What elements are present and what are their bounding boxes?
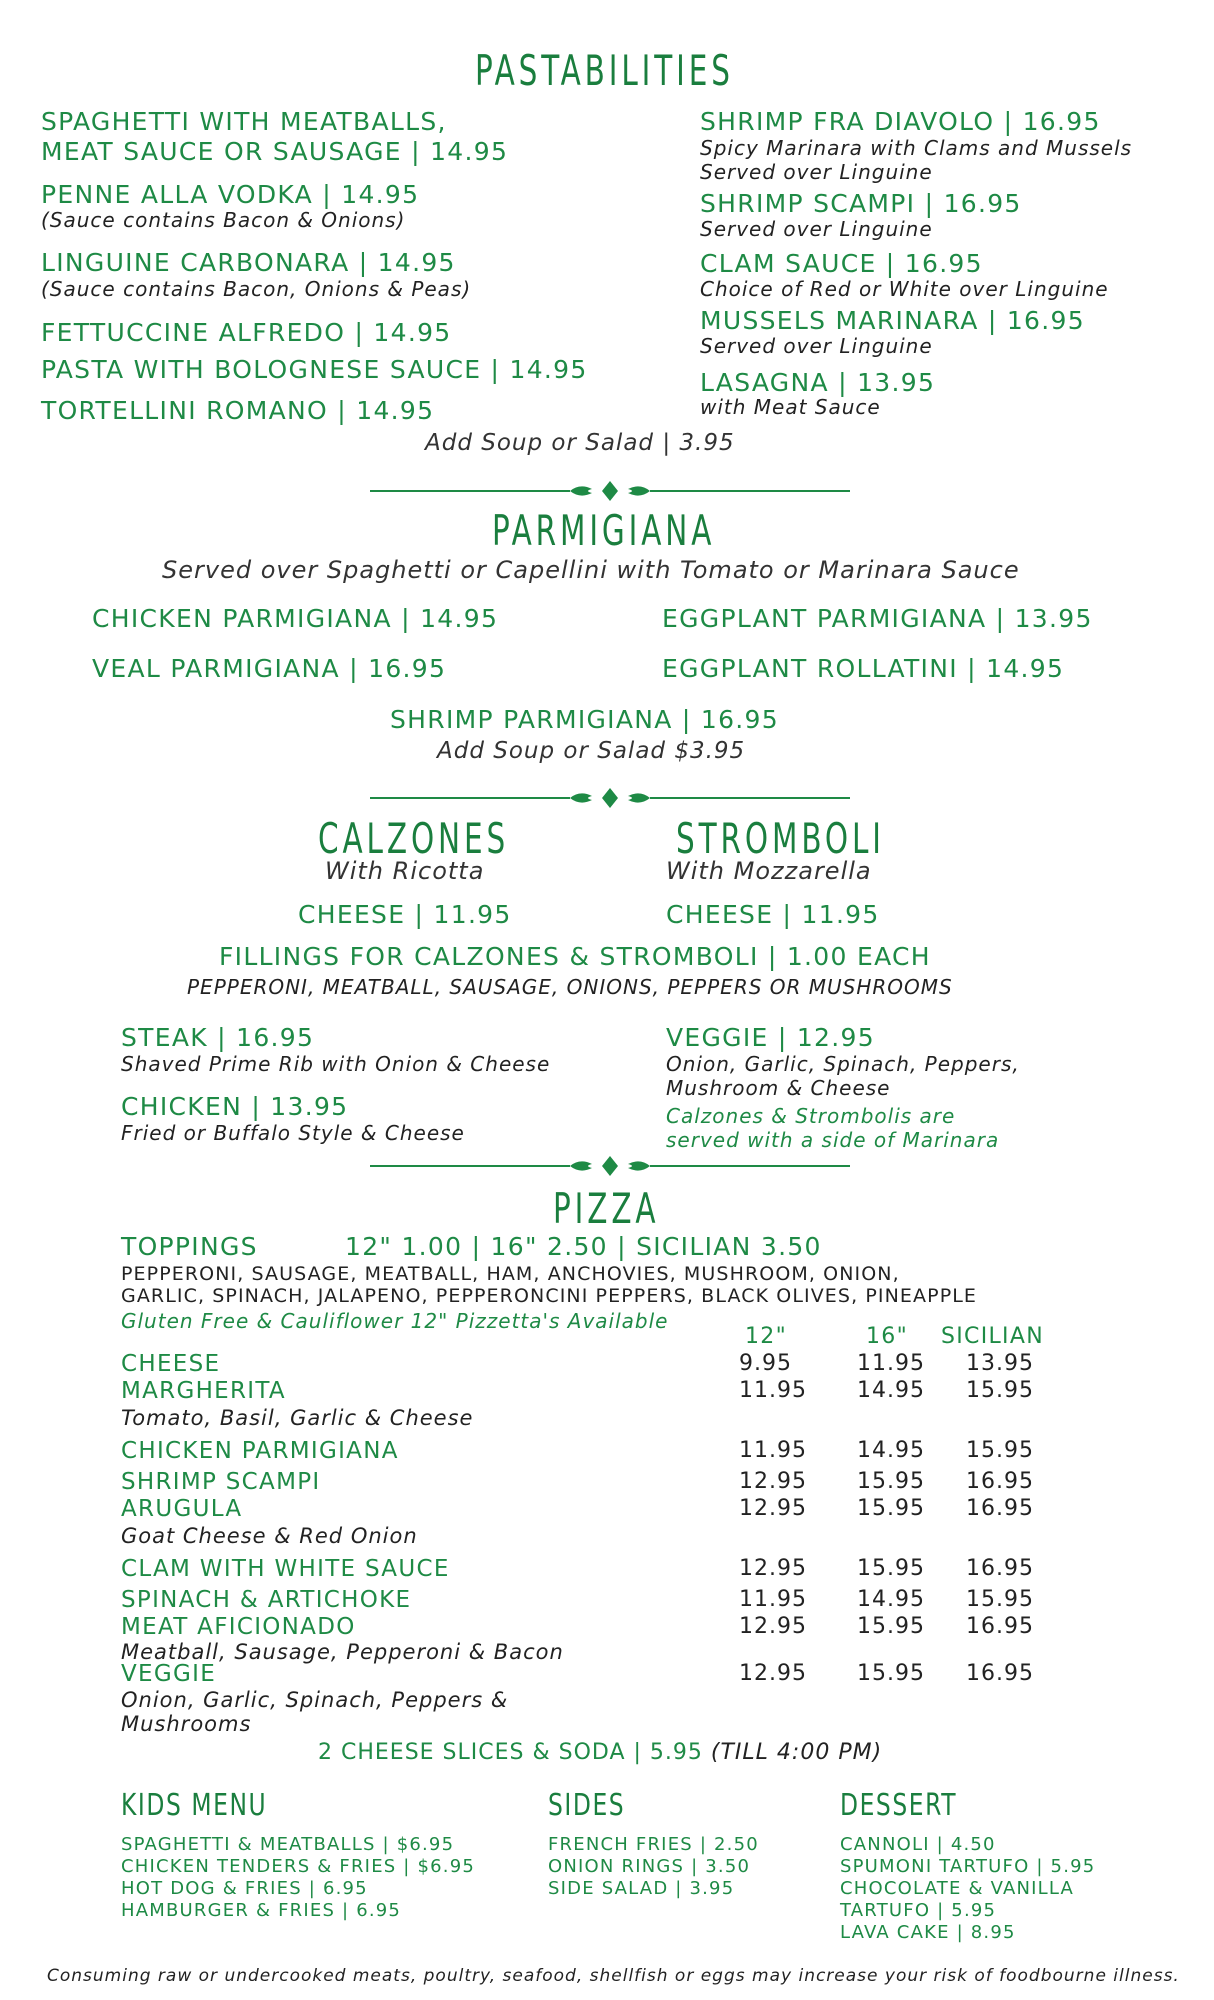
specialty-veggie-desc-2: Mushroom & Cheese <box>666 1076 891 1100</box>
pasta-desc-shrimp-scampi: Served over Linguine <box>700 217 933 241</box>
pasta-item-spaghetti: SPAGHETTI WITH MEATBALLS, <box>41 107 447 136</box>
pizza-row-spinach: SPINACH & ARTICHOKE <box>121 1587 412 1613</box>
pizza-header-sicilian: SICILIAN <box>941 1324 1044 1349</box>
pizza-price-chicken-parm-16: 14.95 <box>857 1438 925 1463</box>
pasta-item-spaghetti-2: MEAT SAUCE OR SAUSAGE | 14.95 <box>41 137 509 166</box>
parm-item-eggplant: EGGPLANT PARMIGIANA | 13.95 <box>662 604 1093 633</box>
calzones-cheese: CHEESE | 11.95 <box>298 900 512 929</box>
pizza-toppings-prices: 12" 1.00 | 16" 2.50 | SICILIAN 3.50 <box>345 1232 822 1261</box>
parm-item-shrimp: SHRIMP PARMIGIANA | 16.95 <box>390 705 779 734</box>
pizza-row-clam: CLAM WITH WHITE SAUCE <box>121 1556 450 1582</box>
parm-item-chicken: CHICKEN PARMIGIANA | 14.95 <box>92 604 499 633</box>
kids-item-3: HOT DOG & FRIES | 6.95 <box>121 1878 368 1899</box>
pizza-price-cheese-16: 11.95 <box>857 1351 925 1376</box>
pizza-price-meat-sicilian: 16.95 <box>966 1614 1034 1639</box>
dessert-item-5: LAVA CAKE | 8.95 <box>840 1922 1016 1943</box>
pasta-desc-penne: (Sauce contains Bacon & Onions) <box>41 208 406 232</box>
parm-item-rollatini: EGGPLANT ROLLATINI | 14.95 <box>662 654 1065 683</box>
pizza-title: PIZZA <box>553 1184 660 1233</box>
pizza-row-shrimp-scampi: SHRIMP SCAMPI <box>121 1469 321 1495</box>
parmigiana-title: PARMIGIANA <box>492 506 716 555</box>
pasta-item-clam-sauce: CLAM SAUCE | 16.95 <box>700 249 983 278</box>
pizza-row-meat: MEAT AFICIONADO <box>121 1614 356 1640</box>
pizza-price-spinach-12: 11.95 <box>739 1587 807 1612</box>
pizza-price-arugula-12: 12.95 <box>739 1496 807 1521</box>
pizza-price-margherita-sicilian: 15.95 <box>966 1378 1034 1403</box>
sides-item-3: SIDE SALAD | 3.95 <box>548 1878 735 1899</box>
stromboli-cheese: CHEESE | 11.95 <box>666 900 880 929</box>
pizza-row-veggie: VEGGIE <box>121 1661 217 1687</box>
pasta-item-bolognese: PASTA WITH BOLOGNESE SAUCE | 14.95 <box>41 355 588 384</box>
ornament-divider-1 <box>370 479 850 503</box>
pizza-price-meat-16: 15.95 <box>857 1614 925 1639</box>
pasta-item-tortellini: TORTELLINI ROMANO | 14.95 <box>41 396 435 425</box>
calzones-title: CALZONES <box>318 814 510 863</box>
footer-disclaimer: Consuming raw or undercooked meats, poultry, seafood, shellfish or eggs may increase your risk of foodbourne illness. <box>47 1966 1180 1986</box>
pizza-price-shrimp-scampi-16: 15.95 <box>857 1469 925 1494</box>
fillings-list: PEPPERONI, MEATBALL, SAUSAGE, ONIONS, PEPPERS OR MUSHROOMS <box>187 975 953 999</box>
pizza-price-arugula-16: 15.95 <box>857 1496 925 1521</box>
pasta-item-penne: PENNE ALLA VODKA | 14.95 <box>41 180 420 209</box>
stromboli-subtitle: With Mozzarella <box>666 857 872 885</box>
pizza-price-veggie-16: 15.95 <box>857 1661 925 1686</box>
pizza-price-meat-12: 12.95 <box>739 1614 807 1639</box>
kids-title: KIDS MENU <box>121 1788 268 1823</box>
pasta-desc-fra-diavolo: Spicy Marinara with Clams and Mussels <box>700 136 1133 160</box>
dessert-title: DESSERT <box>840 1788 958 1823</box>
pizza-row-chicken-parm: CHICKEN PARMIGIANA <box>121 1438 399 1464</box>
pizza-desc-meat: Meatball, Sausage, Pepperoni & Bacon <box>121 1640 564 1664</box>
pizza-price-clam-16: 15.95 <box>857 1556 925 1581</box>
specialty-steak-desc: Shaved Prime Rib with Onion & Cheese <box>121 1052 551 1076</box>
sides-item-1: FRENCH FRIES | 2.50 <box>548 1834 759 1855</box>
pizza-toppings-list-2: GARLIC, SPINACH, JALAPENO, PEPPERONCINI PEPPERS, BLACK OLIVES, PINEAPPLE <box>121 1285 978 1307</box>
specialty-note-2: served with a side of Marinara <box>666 1128 1000 1152</box>
sides-item-2: ONION RINGS | 3.50 <box>548 1856 751 1877</box>
pasta-item-fettuccine: FETTUCCINE ALFREDO | 14.95 <box>41 318 452 347</box>
pizza-row-cheese: CHEESE <box>121 1351 221 1377</box>
slice-deal-time: (TILL 4:00 PM) <box>710 1740 883 1765</box>
parm-item-veal: VEAL PARMIGIANA | 16.95 <box>92 654 447 683</box>
pizza-toppings-list-1: PEPPERONI, SAUSAGE, MEATBALL, HAM, ANCHOVIES, MUSHROOM, ONION, <box>121 1263 900 1285</box>
specialty-chicken: CHICKEN | 13.95 <box>121 1092 349 1121</box>
pizza-desc-margherita: Tomato, Basil, Garlic & Cheese <box>121 1406 474 1430</box>
fillings-title: FILLINGS FOR CALZONES & STROMBOLI | 1.00 EACH <box>219 942 931 971</box>
kids-item-1: SPAGHETTI & MEATBALLS | $6.95 <box>121 1834 455 1855</box>
kids-item-4: HAMBURGER & FRIES | 6.95 <box>121 1900 402 1921</box>
pasta-desc-clam-sauce: Choice of Red or White over Linguine <box>700 277 1109 301</box>
pizza-price-shrimp-scampi-12: 12.95 <box>739 1469 807 1494</box>
pizza-price-spinach-sicilian: 15.95 <box>966 1587 1034 1612</box>
pasta-item-fra-diavolo: SHRIMP FRA DIAVOLO | 16.95 <box>700 107 1101 136</box>
pasta-desc-mussels: Served over Linguine <box>700 334 933 358</box>
specialty-steak: STEAK | 16.95 <box>121 1023 315 1052</box>
specialty-veggie-desc: Onion, Garlic, Spinach, Peppers, <box>666 1052 1020 1076</box>
dessert-item-3: CHOCOLATE & VANILLA <box>840 1878 1075 1899</box>
specialty-veggie: VEGGIE | 12.95 <box>666 1023 875 1052</box>
parm-addon: Add Soup or Salad $3.95 <box>437 738 746 764</box>
pizza-price-chicken-parm-12: 11.95 <box>739 1438 807 1463</box>
pizza-price-arugula-sicilian: 16.95 <box>966 1496 1034 1521</box>
pasta-desc-fra-diavolo-2: Served over Linguine <box>700 160 933 184</box>
pasta-desc-lasagna: with Meat Sauce <box>700 395 881 419</box>
calzones-subtitle: With Ricotta <box>325 857 485 885</box>
pizza-desc-veggie: Onion, Garlic, Spinach, Peppers & <box>121 1688 509 1712</box>
dessert-item-4: TARTUFO | 5.95 <box>840 1900 997 1921</box>
specialty-chicken-desc: Fried or Buffalo Style & Cheese <box>121 1121 465 1145</box>
pizza-gluten-free: Gluten Free & Cauliflower 12" Pizzetta's Available <box>121 1309 669 1333</box>
pasta-desc-linguine: (Sauce contains Bacon, Onions & Peas) <box>41 277 472 301</box>
slice-deal-label: 2 CHEESE SLICES & SODA | 5.95 <box>318 1740 703 1765</box>
pizza-price-margherita-12: 11.95 <box>739 1378 807 1403</box>
ornament-divider-2 <box>370 786 850 810</box>
pizza-price-shrimp-scampi-sicilian: 16.95 <box>966 1469 1034 1494</box>
pasta-item-lasagna: LASAGNA | 13.95 <box>700 368 936 397</box>
pizza-desc-arugula: Goat Cheese & Red Onion <box>121 1524 418 1548</box>
pasta-addon: Add Soup or Salad | 3.95 <box>425 430 735 456</box>
pizza-toppings-label: TOPPINGS <box>121 1232 258 1261</box>
ornament-divider-3 <box>370 1154 850 1178</box>
pizza-row-margherita: MARGHERITA <box>121 1378 286 1404</box>
pizza-price-cheese-sicilian: 13.95 <box>966 1351 1034 1376</box>
stromboli-title: STROMBOLI <box>676 814 885 863</box>
pasta-item-linguine: LINGUINE CARBONARA | 14.95 <box>41 248 456 277</box>
pizza-price-chicken-parm-sicilian: 15.95 <box>966 1438 1034 1463</box>
dessert-item-1: CANNOLI | 4.50 <box>840 1834 996 1855</box>
pizza-row-arugula: ARUGULA <box>121 1496 243 1522</box>
specialty-note-1: Calzones & Strombolis are <box>666 1104 956 1128</box>
pizza-price-clam-sicilian: 16.95 <box>966 1556 1034 1581</box>
pizza-price-cheese-12: 9.95 <box>739 1351 792 1376</box>
pizza-price-clam-12: 12.95 <box>739 1556 807 1581</box>
parmigiana-subtitle: Served over Spaghetti or Capellini with Tomato or Marinara Sauce <box>162 556 1020 584</box>
dessert-item-2: SPUMONI TARTUFO | 5.95 <box>840 1856 1096 1877</box>
pizza-desc-veggie-2: Mushrooms <box>121 1712 252 1736</box>
pizza-price-spinach-16: 14.95 <box>857 1587 925 1612</box>
slice-deal <box>318 1740 882 1765</box>
pastabilities-title: PASTABILITIES <box>475 46 734 95</box>
pizza-header-12: 12" <box>745 1324 788 1349</box>
pizza-price-margherita-16: 14.95 <box>857 1378 925 1403</box>
pizza-header-16: 16" <box>866 1324 909 1349</box>
pasta-item-shrimp-scampi: SHRIMP SCAMPI | 16.95 <box>700 189 1022 218</box>
pizza-price-veggie-12: 12.95 <box>739 1661 807 1686</box>
pizza-price-veggie-sicilian: 16.95 <box>966 1661 1034 1686</box>
sides-title: SIDES <box>548 1788 626 1823</box>
kids-item-2: CHICKEN TENDERS & FRIES | $6.95 <box>121 1856 476 1877</box>
pasta-item-mussels: MUSSELS MARINARA | 16.95 <box>700 306 1085 335</box>
